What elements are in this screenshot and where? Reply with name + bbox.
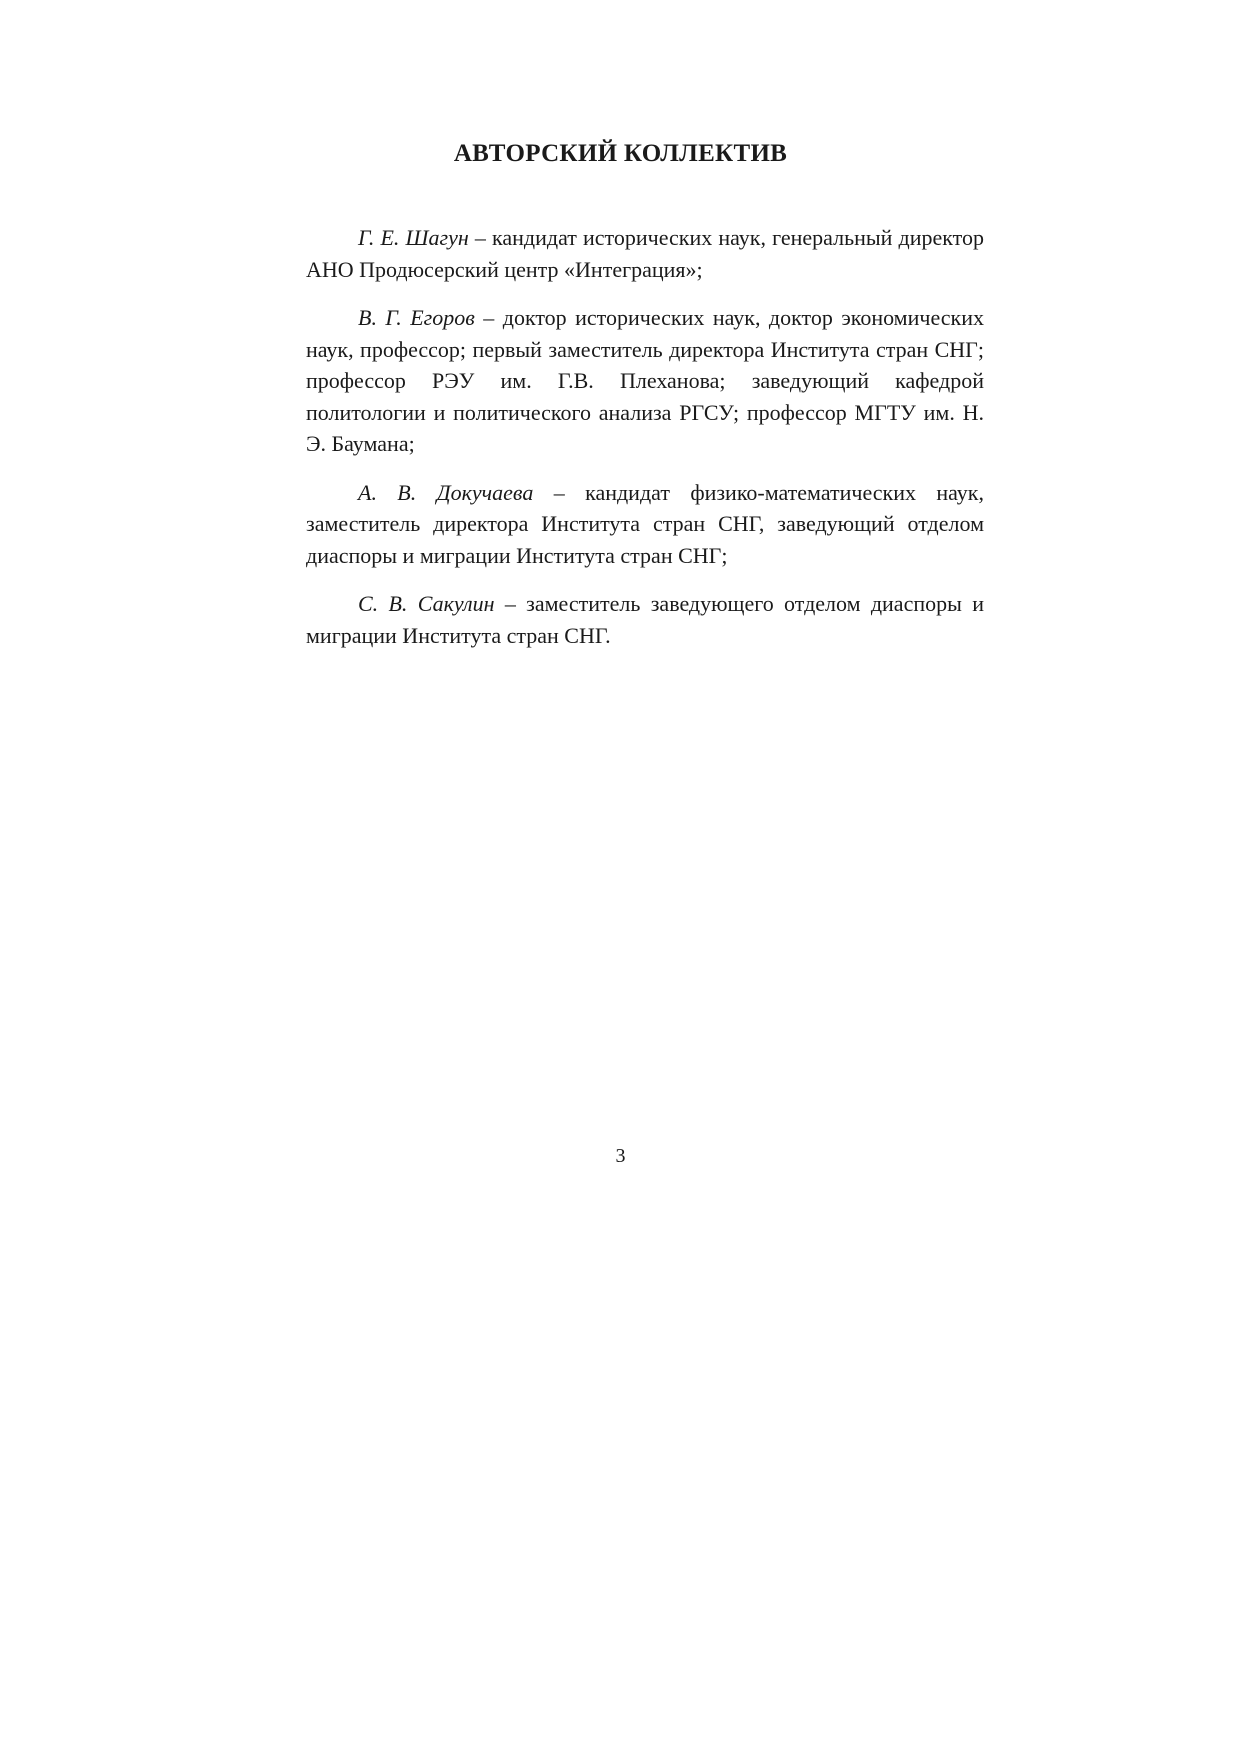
author-description: – заместитель заведующего отделом диаспоры и миграции Института стран СНГ. [306,591,984,648]
author-entry-dokuchaeva [306,477,984,572]
author-entry-shagun [306,222,984,285]
author-description: – кандидат физико-математических наук, заместитель директора Института стран СНГ, заведующий отделом диаспоры и миграции Института стран СНГ; [306,479,984,568]
author-name: Г. Е. Шагун [358,225,469,250]
author-name: А. В. Докучаева [358,479,534,505]
author-name: С. В. Сакулин [358,591,495,616]
authors-list [306,222,984,668]
author-entry-egorov [306,302,984,460]
author-entry-sakulin [306,588,984,651]
author-description: – кандидат исторических наук, генеральный директор АНО Продюсерский центр «Интеграция»; [306,225,985,282]
page-title: АВТОРСКИЙ КОЛЛЕКТИВ [453,140,788,167]
author-name: В. Г. Егоров [358,305,475,330]
page-number: 3 [615,1145,626,1167]
author-description: – доктор исторических наук, доктор экономических наук, профессор; первый заместитель директора Института стран СНГ; профессор РЭУ им. Г.В. Плеханова; заведующий кафедрой политологии и политического анализа РГСУ; профессор МГТУ им. Н. Э. Баумана; [306,305,984,456]
